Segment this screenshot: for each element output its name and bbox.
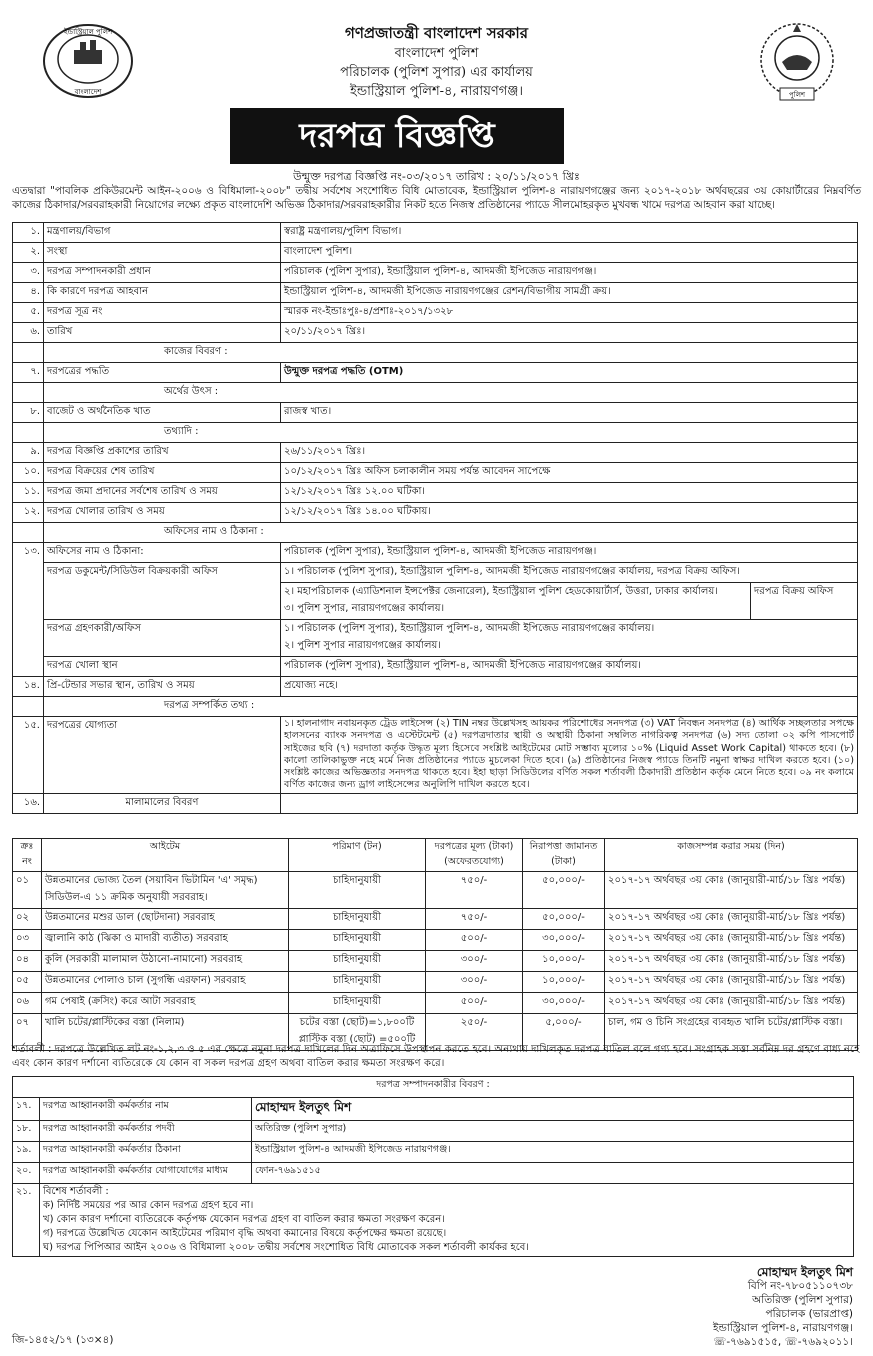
notice-banner: দরপত্র বিজ্ঞপ্তি bbox=[230, 108, 564, 164]
item-price: ৩০০/- bbox=[426, 951, 523, 972]
sale-office-label: দরপত্র বিক্রয় অফিস bbox=[754, 586, 834, 597]
row-serial: ১৭. bbox=[13, 1098, 40, 1121]
row-serial: ৬. bbox=[13, 323, 44, 343]
table-row bbox=[13, 793, 858, 813]
section-row bbox=[13, 383, 858, 403]
row-value: স্বরাষ্ট্র মন্ত্রণালয়/পুলিশ বিভাগ। bbox=[281, 223, 858, 243]
row-serial: ১৮. bbox=[13, 1121, 40, 1142]
row-label: দরপত্র আহ্বানকারী কর্মকর্তার ঠিকানা bbox=[40, 1142, 252, 1163]
row-label: দরপত্র আহ্বানকারী কর্মকর্তার যোগাযোগের মাধ্যম bbox=[40, 1163, 252, 1184]
col-time: কাজসম্পন্ন করার সময় (দিন) bbox=[605, 839, 858, 872]
row-label: দরপত্র সম্পাদনকারী প্রধান bbox=[44, 263, 281, 283]
row-serial: ১১. bbox=[13, 483, 44, 503]
header-office: পরিচালক (পুলিশ সুপার) এর কার্যালয় bbox=[340, 65, 533, 80]
signature-phone: ☏-৭৬৯১৫১৫, ☏-৭৬৯২০১১। bbox=[713, 1336, 853, 1348]
signature-bp-number: বিপি নং-৭৮০৫১১০৭৩৮ bbox=[747, 1280, 853, 1292]
row-value: ইন্ডাস্ট্রিয়াল পুলিশ-৪, আদমজী ইপিজেড নারায়ণগঞ্জের রেশন/বিভাগীয় সামগ্রী ক্রয়। bbox=[281, 283, 858, 303]
table-row bbox=[13, 909, 858, 930]
row-serial: ৯. bbox=[13, 443, 44, 463]
receiver-office-2: ২। পুলিশ সুপার নারায়ণগঞ্জের কার্যালয়। bbox=[284, 640, 441, 651]
row-serial: ১৯. bbox=[13, 1142, 40, 1163]
row-value: উন্মুক্ত দরপত্র পদ্ধতি (OTM) bbox=[281, 363, 858, 383]
row-serial: ৫. bbox=[13, 303, 44, 323]
row-serial: ২. bbox=[13, 243, 44, 263]
emblem-left-bottom-text: বাংলাদেশ bbox=[74, 88, 102, 96]
section-work-description: কাজের বিবরণ : bbox=[44, 343, 858, 363]
row-label: কি কারণে দরপত্র আহবান bbox=[44, 283, 281, 303]
table-row bbox=[13, 303, 858, 323]
table-row bbox=[13, 717, 858, 794]
section-tender-info: দরপত্র সম্পর্কিত তথ্য : bbox=[44, 697, 858, 717]
row-label: বাজেট ও অর্থনৈতিক খাত bbox=[44, 403, 281, 423]
item-serial: ০৬ bbox=[13, 993, 42, 1014]
item-name: জ্বালানি কাঠ (ঝিকা ও মাদারী ব্যতীত) সরবরাহ bbox=[42, 930, 289, 951]
table-row bbox=[13, 483, 858, 503]
row-label: দরপত্র খোলা স্থান bbox=[44, 657, 281, 677]
table-row bbox=[13, 323, 858, 343]
row-label: প্রি-টেন্ডার সভার স্থান, তারিখ ও সময় bbox=[44, 677, 281, 697]
special-terms bbox=[40, 1184, 854, 1257]
row-label: অফিসের নাম ও ঠিকানা: bbox=[44, 543, 281, 563]
table-row bbox=[13, 563, 858, 620]
item-price: ২৫০/- bbox=[426, 1014, 523, 1051]
header-police: বাংলাদেশ পুলিশ bbox=[394, 46, 479, 61]
table-row bbox=[13, 463, 858, 483]
row-value: ২৬/১১/২০১৭ খ্রিঃ। bbox=[281, 443, 858, 463]
tender-info-table bbox=[12, 222, 858, 814]
row-value: বাংলাদেশ পুলিশ। bbox=[281, 243, 858, 263]
table-row bbox=[13, 993, 858, 1014]
item-price: ৭৫০/- bbox=[426, 872, 523, 909]
signature-block bbox=[713, 1265, 853, 1349]
item-quantity: চাহিদানুযায়ী bbox=[289, 872, 426, 909]
item-quantity: চাহিদানুযায়ী bbox=[289, 930, 426, 951]
header-government: গণপ্রজাতন্ত্রী বাংলাদেশ সরকার bbox=[345, 24, 528, 42]
item-serial: ০২ bbox=[13, 909, 42, 930]
row-serial: ১৪. bbox=[13, 677, 44, 697]
row-value: ১২/১২/২০১৭ খ্রিঃ ১৪.০০ ঘটিকায়। bbox=[281, 503, 858, 523]
item-quantity: চাহিদানুযায়ী bbox=[289, 909, 426, 930]
table-row bbox=[13, 363, 858, 383]
row-serial: ১৩. bbox=[13, 543, 44, 677]
table-row bbox=[13, 930, 858, 951]
item-name: উন্নতমানের মশুর ডাল (ছোটদানা) সরবরাহ bbox=[42, 909, 289, 930]
sale-office-2: ২। মহাপরিচালক (এ্যাডিশনাল ইন্সপেক্টর জেনারেল), ইন্ডাস্ট্রিয়াল পুলিশ হেডকোয়ার্টার্স, উত্তরা, ঢাকার কার্যালয়। bbox=[284, 586, 718, 597]
emblem-right-text: পুলিশ bbox=[788, 91, 806, 99]
row-serial: ৮. bbox=[13, 403, 44, 423]
terms-paragraph: শর্তাবলী : দরপত্রে উল্লেখিত লট নং-১,২,৩ ও ৫ এর ক্ষেত্রে নমুনা দরপত্র দাখিলের দিন অত্রাফিসে উপস্থাপন করতে হবে। অন্যথায় দাখিলকৃত দরপত্র বাতিল বলে গণ্য হবে। সংগ্রাহক সত্তা সর্বনিম্ন দর গ্রহণে বাধ্য নহে এবং কোন কারণ দর্শানো ব্যতিরেকে যে কোন বা সকল দরপত্র গ্রহণ অথবা বাতিল করার ক্ষমতা সংরক্ষণ করে। bbox=[12, 1044, 860, 1069]
row-label: দরপত্রের পদ্ধতি bbox=[44, 363, 281, 383]
table-row bbox=[13, 1163, 854, 1184]
intro-paragraph: এতদ্বারা "পাবলিক প্রকিউরমেন্ট আইন-২০০৬ ও বিধিমালা-২০০৮" তদ্বীয় সর্বশেষ সংশোধিত বিধি মোতাবেক, ইন্ডাস্ট্রিয়াল পুলিশ-৪ নারায়ণগঞ্জের জন্য ২০১৭-২০১৮ অর্থবছরের ৩য় কোয়ার্টারের নিম্নবর্ণিত কাজের ঠিকাদার/সরবরাহকারী নিয়োগের লক্ষ্যে প্রকৃত বাংলাদেশি অভিজ্ঞ ঠিকাদার/সরবরাহকারীর নিকট হতে নিজস্ব প্রতিষ্ঠানের প্যাডে সীলমোহরকৃত মুখবন্ধ খামে দরপত্র আহবান করা যাচ্ছে। bbox=[12, 185, 861, 211]
row-label: দরপত্রের যোগ্যতা bbox=[44, 717, 281, 794]
item-time: ২০১৭-১৭ অর্থবছর ৩য় কোঃ (জানুয়ারী-মার্চ/১৮ খ্রিঃ পর্যন্ত) bbox=[605, 951, 858, 972]
officer-address: ইন্ডাস্ট্রিয়াল পুলিশ-৪ আদমজী ইপিজেড নারায়ণগঞ্জ। bbox=[252, 1142, 854, 1163]
item-price: ৩০০/- bbox=[426, 972, 523, 993]
receiver-office-1: ১। পরিচালক (পুলিশ সুপার), ইন্ডাস্ট্রিয়াল পুলিশ-৪, আদমজী ইপিজেড নারায়ণগঞ্জের কার্যালয়। bbox=[284, 623, 655, 634]
item-quantity: চটের বস্তা (ছোট)=১,৮০০টি প্লাস্টিক বস্তা (ছোট) =৫০০টি bbox=[289, 1014, 426, 1051]
section-row bbox=[13, 1077, 854, 1098]
section-row bbox=[13, 523, 858, 543]
row-value: ১২/১২/২০১৭ খ্রিঃ ১২.০০ ঘটিকা। bbox=[281, 483, 858, 503]
table-row bbox=[13, 263, 858, 283]
row-serial: ১২. bbox=[13, 503, 44, 523]
table-row bbox=[13, 543, 858, 563]
section-row bbox=[13, 343, 858, 363]
row-value: ২০/১১/২০১৭ খ্রিঃ। bbox=[281, 323, 858, 343]
item-name: উন্নতমানের ভোজ্য তৈল (সয়াবিন ভিটামিন 'এ' সমৃদ্ধ) সিডিউল-এ ১১ ক্রমিক অনুযায়ী সরবরাহ। bbox=[42, 872, 289, 909]
section-information: তথ্যাদি : bbox=[44, 423, 858, 443]
special-term-d: ঘ) দরপত্র পিপিআর আইন ২০০৬ ও বিধিমালা ২০০৮ তদ্বীয় সর্বশেষ সংশোধিত বিধি মোতাবেক সকল শর্তাবলী কার্যকর হবে। bbox=[43, 1242, 529, 1253]
item-serial: ০৪ bbox=[13, 951, 42, 972]
item-name: কুলি (সরকারী মালামাল উঠানো-নামানো) সরবরাহ bbox=[42, 951, 289, 972]
row-label: দরপত্র গ্রহণকারী/অফিস bbox=[44, 620, 281, 657]
item-security: ৩০,০০০/- bbox=[523, 930, 605, 951]
row-value: পরিচালক (পুলিশ সুপার), ইন্ডাস্ট্রিয়াল পুলিশ-৪, আদমজী ইপিজেড নারায়ণগঞ্জ। bbox=[281, 263, 858, 283]
item-security: ১০,০০০/- bbox=[523, 972, 605, 993]
table-row bbox=[13, 223, 858, 243]
item-time: ২০১৭-১৭ অর্থবছর ৩য় কোঃ (জানুয়ারী-মার্চ/১৮ খ্রিঃ পর্যন্ত) bbox=[605, 993, 858, 1014]
item-name: উন্নতমানের পোলাও চাল (সুগন্ধি এরফান) সরবরাহ bbox=[42, 972, 289, 993]
row-label: দরপত্র আহ্বানকারী কর্মকর্তার নাম bbox=[40, 1098, 252, 1121]
table-row bbox=[13, 443, 858, 463]
publication-code: জি-১৪৫২/১৭ (১৩×৪) bbox=[12, 1334, 114, 1346]
item-time: ২০১৭-১৭ অর্থবছর ৩য় কোঃ (জানুয়ারী-মার্চ/১৮ খ্রিঃ পর্যন্ত) bbox=[605, 972, 858, 993]
item-security: ৩০,০০০/- bbox=[523, 993, 605, 1014]
officer-designation: অতিরিক্ত (পুলিশ সুপার) bbox=[252, 1121, 854, 1142]
section-officer: দরপত্র সম্পাদনকারীর বিবরণ : bbox=[13, 1077, 854, 1098]
row-label: দরপত্র জমা প্রদানের সর্বশেষ তারিখ ও সময় bbox=[44, 483, 281, 503]
table-row bbox=[13, 872, 858, 909]
row-label: দরপত্র খোলার তারিখ ও সময় bbox=[44, 503, 281, 523]
item-security: ১০,০০০/- bbox=[523, 951, 605, 972]
item-serial: ০৩ bbox=[13, 930, 42, 951]
notice-number: উন্মুক্ত দরপত্র বিজ্ঞপ্তি নং-০৩/২০১৭ তারিখ : ২০/১১/২০১৭ খ্রিঃ bbox=[293, 170, 580, 183]
col-item: আইটেম bbox=[42, 839, 289, 872]
row-serial: ৪. bbox=[13, 283, 44, 303]
section-row bbox=[13, 423, 858, 443]
officer-contact: ফোন-৭৬৯১৫১৫ bbox=[252, 1163, 854, 1184]
table-row bbox=[13, 951, 858, 972]
item-security: ৫০,০০০/- bbox=[523, 872, 605, 909]
special-terms-title: বিশেষ শর্তাবলী : bbox=[43, 1186, 109, 1197]
row-label: দরপত্র ডকুমেন্ট/সিডিউল বিক্রয়কারী অফিস bbox=[44, 563, 281, 620]
item-time: ২০১৭-১৭ অর্থবছর ৩য় কোঃ (জানুয়ারী-মার্চ/১৮ খ্রিঃ পর্যন্ত) bbox=[605, 872, 858, 909]
item-time: ২০১৭-১৭ অর্থবছর ৩য় কোঃ (জানুয়ারী-মার্চ/১৮ খ্রিঃ পর্যন্ত) bbox=[605, 909, 858, 930]
row-label: দরপত্র সূত্র নং bbox=[44, 303, 281, 323]
row-serial: ১৫. bbox=[13, 717, 44, 794]
row-serial: ২০. bbox=[13, 1163, 40, 1184]
item-price: ৫০০/- bbox=[426, 930, 523, 951]
row-value: রাজস্ব খাত। bbox=[281, 403, 858, 423]
table-row bbox=[13, 243, 858, 263]
signature-name: মোহাম্মদ ইলতুৎ মিশ bbox=[756, 1265, 853, 1279]
row-value: ১০/১২/২০১৭ খ্রিঃ অফিস চলাকালীন সময় পর্যন্ত আবেদন সাপেক্ষে bbox=[281, 463, 858, 483]
row-label: মন্ত্রণালয়/বিভাগ bbox=[44, 223, 281, 243]
special-term-b: খ) কোন কারণ দর্শানো ব্যতিরেকে কর্তৃপক্ষ যেকোন দরপত্র গ্রহণ বা বাতিল করার ক্ষমতা সংরক্ষণ করেন। bbox=[43, 1214, 445, 1225]
items-table bbox=[12, 838, 858, 1051]
item-security: ৫০,০০০/- bbox=[523, 909, 605, 930]
table-row bbox=[13, 403, 858, 423]
row-serial: ১০. bbox=[13, 463, 44, 483]
table-row bbox=[13, 1184, 854, 1257]
special-term-a: ক) নির্দিষ্ট সময়ের পর আর কোন দরপত্র গ্রহণ হবে না। bbox=[43, 1200, 254, 1211]
table-row bbox=[13, 1142, 854, 1163]
table-row bbox=[13, 1121, 854, 1142]
item-name: খালি চটের/প্লাস্টিকের বস্তা (নিলাম) bbox=[42, 1014, 289, 1051]
row-serial: ১৬. bbox=[13, 793, 44, 813]
officer-name: মোহাম্মদ ইলতুৎ মিশ bbox=[252, 1098, 854, 1121]
emblem-left-top-text: ইন্ডাস্ট্রিয়াল পুলিশ bbox=[63, 28, 113, 36]
sale-office-3: ৩। পুলিশ সুপার, নারায়ণগঞ্জের কার্যালয়। bbox=[284, 603, 445, 614]
row-value: পরিচালক (পুলিশ সুপার), ইন্ডাস্ট্রিয়াল পুলিশ-৪, আদমজী ইপিজেড নারায়ণগঞ্জের কার্যালয়। bbox=[281, 657, 858, 677]
table-row bbox=[13, 1098, 854, 1121]
row-label: দরপত্র আহ্বানকারী কর্মকর্তার পদবী bbox=[40, 1121, 252, 1142]
row-label: দরপত্র বিজ্ঞপ্তি প্রকাশের তারিখ bbox=[44, 443, 281, 463]
row-value bbox=[281, 620, 858, 657]
col-security: নিরাপত্তা জামানত (টাকা) bbox=[523, 839, 605, 872]
signature-designation-2: পরিচালক (ভারপ্রাপ্ত) bbox=[765, 1308, 853, 1320]
item-quantity: চাহিদানুযায়ী bbox=[289, 972, 426, 993]
row-value: প্রযোজ্য নহে। bbox=[281, 677, 858, 697]
col-serial: ক্রঃ নং bbox=[13, 839, 42, 872]
header-location: ইন্ডাস্ট্রিয়াল পুলিশ-৪, নারায়ণগঞ্জ। bbox=[350, 84, 523, 99]
section-office: অফিসের নাম ও ঠিকানা : bbox=[44, 523, 858, 543]
special-term-c: গ) দরপত্রে উল্লেখিত যেকোন আইটেমের পরিমাণ বৃদ্ধি অথবা কমানোর বিষয়ে কর্তৃপক্ষের ক্ষমতা রয়েছে। bbox=[43, 1228, 447, 1239]
item-time: চাল, গম ও চিনি সংগ্রহের ব্যবহৃত খালি চটের/প্লাস্টিক বস্তা। bbox=[605, 1014, 858, 1051]
col-quantity: পরিমাণ (টন) bbox=[289, 839, 426, 872]
table-header-row bbox=[13, 839, 858, 872]
signature-office: ইন্ডাস্ট্রিয়াল পুলিশ-৪, নারায়ণগঞ্জ। bbox=[713, 1322, 853, 1334]
row-label: সংস্থা bbox=[44, 243, 281, 263]
row-label: মালামালের বিবরণ bbox=[44, 793, 281, 813]
row-label: তারিখ bbox=[44, 323, 281, 343]
item-security: ৫,০০০/- bbox=[523, 1014, 605, 1051]
item-serial: ০১ bbox=[13, 872, 42, 909]
header bbox=[0, 22, 873, 101]
row-value bbox=[281, 563, 858, 620]
table-row bbox=[13, 972, 858, 993]
col-price: দরপত্রের মূল্য (টাকা) (অফেরতযোগ্য) bbox=[426, 839, 523, 872]
row-label: দরপত্র বিক্রয়ের শেষ তারিখ bbox=[44, 463, 281, 483]
row-serial: ১. bbox=[13, 223, 44, 243]
table-row bbox=[13, 503, 858, 523]
item-serial: ০৫ bbox=[13, 972, 42, 993]
section-row bbox=[13, 697, 858, 717]
row-serial: ৩. bbox=[13, 263, 44, 283]
section-fund-source: অর্থের উৎস : bbox=[44, 383, 858, 403]
table-row bbox=[13, 677, 858, 697]
row-value: স্মারক নং-ইন্ডাঃপুঃ-৪/প্রশাঃ-২০১৭/১৩২৮ bbox=[281, 303, 858, 323]
signature-designation-1: অতিরিক্ত (পুলিশ সুপার) bbox=[752, 1294, 853, 1306]
item-quantity: চাহিদানুযায়ী bbox=[289, 951, 426, 972]
row-serial: ২১. bbox=[13, 1184, 40, 1257]
sale-office-1: ১। পরিচালক (পুলিশ সুপার), ইন্ডাস্ট্রিয়াল পুলিশ-৪, আদমজী ইপিজেড নারায়ণগঞ্জের কার্যালয়, দরপত্র বিক্রয় অফিস। bbox=[281, 563, 857, 583]
table-row bbox=[13, 620, 858, 657]
officer-table bbox=[12, 1076, 854, 1257]
item-price: ৫০০/- bbox=[426, 993, 523, 1014]
item-name: গম পেষাই (ক্রসিং) করে আটা সরবরাহ bbox=[42, 993, 289, 1014]
table-row bbox=[13, 657, 858, 677]
item-price: ৭৫০/- bbox=[426, 909, 523, 930]
item-time: ২০১৭-১৭ অর্থবছর ৩য় কোঃ (জানুয়ারী-মার্চ/১৮ খ্রিঃ পর্যন্ত) bbox=[605, 930, 858, 951]
item-quantity: চাহিদানুযায়ী bbox=[289, 993, 426, 1014]
table-row bbox=[13, 283, 858, 303]
row-serial: ৭. bbox=[13, 363, 44, 383]
item-serial: ০৭ bbox=[13, 1014, 42, 1051]
eligibility-text: ১। হালনাগাদ নবায়নকৃত ট্রেড লাইসেন্স (২) TIN নম্বর উল্লেখসহ আয়কর পরিশোধের সনদপত্র (৩) VAT নিবন্ধন সনদপত্র (৪) আর্থিক সচ্ছলতার সপক্ষে হালসনের ব্যাংক সনদপত্র ও এস্টেটমেন্ট (৫) দরপত্রদাতার স্থায়ী ও অস্থায়ী ঠিকানা সম্বলিত নাগরিকত্ব সনদপত্র (৬) সদ্য তোলা ০২ কপি পাসপোর্ট সাইজের ছবি (৭) দরদাতা কর্তৃক উদ্ধৃত মূল্য হিসেবে সংশ্লিষ্ট আইটেমের মোট সম্ভাব্য মূল্যের ১০% (Liquid Asset Work Capital) থাকতে হবে। (৮) কালো তালিকাভুক্ত নহে মর্মে নিজ প্রতিষ্ঠানের প্যাডে মুচলেকা দিতে হবে। (৯) প্রতিষ্ঠানের নিজস্ব প্যাডে তিনটি নমুনা স্বাক্ষর দাখিল করতে হবে। (১০) সংশ্লিষ্ট কাজের অভিজ্ঞতার সনদপত্র থাকতে হবে। ইহা ছাড়া সিডিউলের বর্ণিত সকল শর্তাবলী ঠিকাদারী প্রতিষ্ঠান কর্তৃক মেনে নিতে হবে। ০৯ নং কলামে বর্ণিত কাজের জন্য ড্রাগ লাইসেন্সের অনুলিপি দাখিল করতে হবে। bbox=[281, 717, 858, 794]
row-value: পরিচালক (পুলিশ সুপার), ইন্ডাস্ট্রিয়াল পুলিশ-৪, আদমজী ইপিজেড নারায়ণগঞ্জ। bbox=[281, 543, 858, 563]
